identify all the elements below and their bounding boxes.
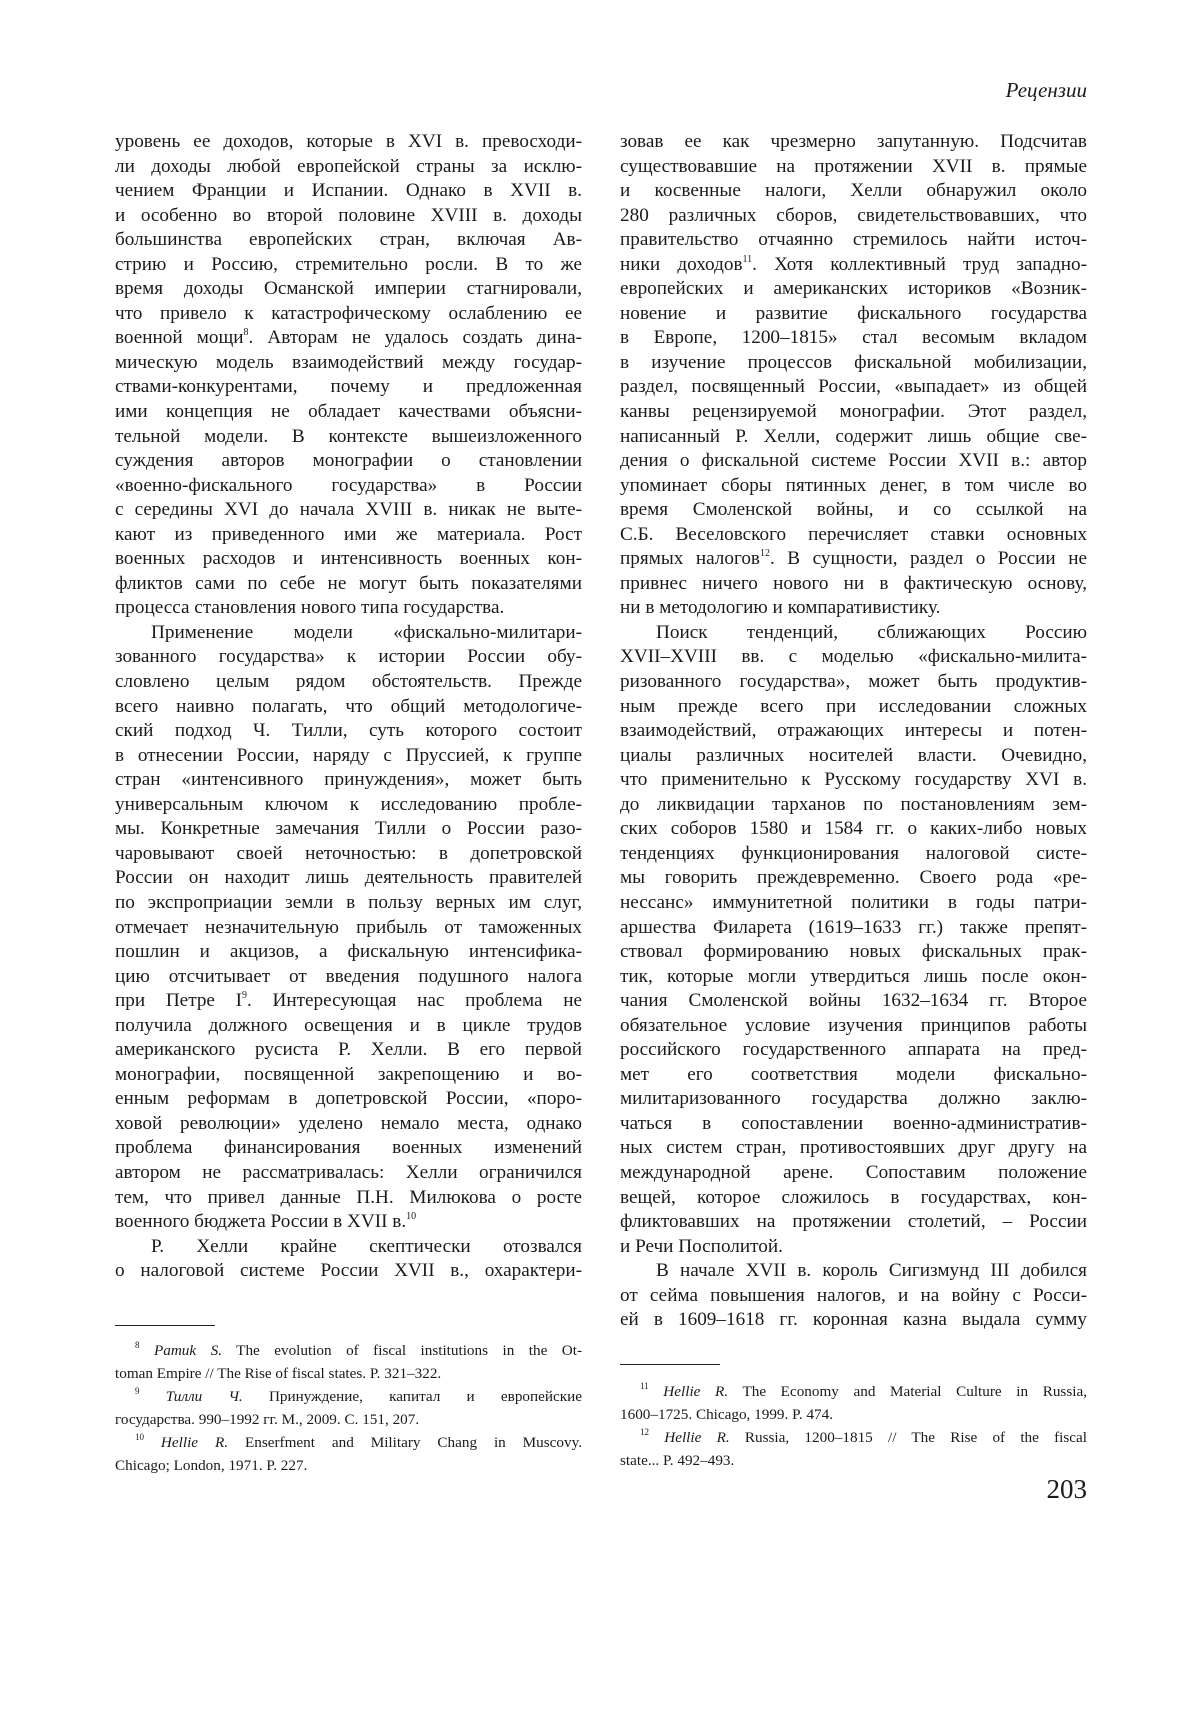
- text-line: универсальным ключом к исследованию пробле-: [115, 793, 582, 818]
- text-line: и особенно во второй половине XVIII в. доходы: [115, 204, 582, 229]
- text-line: ствами-конкурентами, почему и предложенная: [115, 375, 582, 400]
- author-name: Тилли Ч.: [166, 1388, 243, 1405]
- text-line: фликтов сами по себе не могут быть показателями: [115, 572, 582, 597]
- paragraph: [115, 130, 582, 621]
- paragraph: [115, 1235, 582, 1284]
- text-line: суждения авторов монографии о становлении: [115, 449, 582, 474]
- text-line: мы. Конкретные замечания Тилли о России разо-: [115, 817, 582, 842]
- text-line: раздел, посвященный России, «выпадает» из общей: [620, 375, 1087, 400]
- text-line: ризованного государства», может быть продуктив-: [620, 670, 1087, 695]
- footnote: [115, 1431, 582, 1477]
- text-line: вещей, которое сложилось в государствах, кон-: [620, 1186, 1087, 1211]
- author-name: Hellie R.: [161, 1434, 228, 1451]
- text-line: 12 Hellie R. Russia, 1200–1815 // The Rise of the fiscal: [620, 1426, 1087, 1449]
- footnote: [620, 1380, 1087, 1426]
- author-name: Hellie R.: [663, 1383, 728, 1400]
- text-line: стрию и Россию, стремительно росли. В то же: [115, 253, 582, 278]
- text-line: чаться в сопоставлении военно-административ-: [620, 1112, 1087, 1137]
- text-line: автором не рассматривалась: Хелли ограничился: [115, 1161, 582, 1186]
- page-number: 203: [1047, 1474, 1088, 1505]
- text-line: о налоговой системе России XVII в., охарактери-: [115, 1259, 582, 1284]
- footnote-ref[interactable]: 12: [640, 1427, 649, 1437]
- text-line: чаровывают своей неточностью: в допетровской: [115, 842, 582, 867]
- text-line: европейских и американских историков «Возник-: [620, 277, 1087, 302]
- text-line: от сейма повышения налогов, и на войну с Росси-: [620, 1284, 1087, 1309]
- text-line: ствовал формированию новых фискальных прак-: [620, 940, 1087, 965]
- text-line: при Петре I9. Интересующая нас проблема не: [115, 989, 582, 1014]
- text-line: по экспроприации земли в пользу верных им слуг,: [115, 891, 582, 916]
- text-line: написанный Р. Хелли, содержит лишь общие све-: [620, 425, 1087, 450]
- text-line: что привело к катастрофическому ослаблению ее: [115, 302, 582, 327]
- text-line: мет его соответствия модели фискально-: [620, 1063, 1087, 1088]
- text-line: ховой революции» уделено немало места, однако: [115, 1112, 582, 1137]
- paragraph: [620, 130, 1087, 621]
- text-line: ных систем стран, противостоявших друг другу на: [620, 1136, 1087, 1161]
- text-line: в изучение процессов фискальной мобилизации,: [620, 351, 1087, 376]
- text-line: XVII–XVIII вв. с моделью «фискально-милита-: [620, 645, 1087, 670]
- text-line: Р. Хелли крайне скептически отозвался: [115, 1235, 582, 1260]
- text-line: С.Б. Веселовского перечисляет ставки основных: [620, 523, 1087, 548]
- text-line: тик, которые могли утвердиться лишь после окон-: [620, 965, 1087, 990]
- text-line: большинства европейских стран, включая Ав-: [115, 228, 582, 253]
- text-line: 9 Тилли Ч. Принуждение, капитал и европейские: [115, 1385, 582, 1408]
- text-line: тельной модели. В контексте вышеизложенного: [115, 425, 582, 450]
- author-name: Pamuk S.: [154, 1342, 222, 1359]
- text-line: циалы различных носителей власти. Очевидно,: [620, 744, 1087, 769]
- footnote-ref[interactable]: 11: [743, 254, 753, 265]
- text-line: время Смоленской войны, и со ссылкой на: [620, 498, 1087, 523]
- footnote: [620, 1426, 1087, 1472]
- text-line: пошлин и акцизов, а фискальную интенсифика-: [115, 940, 582, 965]
- text-line: ни в методологию и компаративистику.: [620, 596, 1087, 621]
- footnote-ref[interactable]: 10: [135, 1432, 144, 1442]
- text-line: ей в 1609–1618 гг. коронная казна выдала сумму: [620, 1308, 1087, 1333]
- text-line: и Речи Посполитой.: [620, 1235, 1087, 1260]
- text-line: в Европе, 1200–1815» стал весомым вкладом: [620, 326, 1087, 351]
- text-line: В начале XVII в. король Сигизмунд III добился: [620, 1259, 1087, 1284]
- footnote-ref[interactable]: 9: [242, 990, 247, 1001]
- paragraph: [620, 621, 1087, 1259]
- footnote: [115, 1385, 582, 1431]
- left-column: [115, 130, 582, 1284]
- text-line: state... P. 492–493.: [620, 1449, 1087, 1472]
- text-line: мы говорить преждевременно. Своего рода «ре-: [620, 866, 1087, 891]
- footnote-ref[interactable]: 8: [135, 1340, 140, 1350]
- text-line: канвы рецензируемой монографии. Этот раздел,: [620, 400, 1087, 425]
- text-line: милитаризованного государства должно заклю-: [620, 1087, 1087, 1112]
- footnote: [115, 1339, 582, 1385]
- text-line: всего наивно полагать, что общий методологиче-: [115, 695, 582, 720]
- text-line: зовав ее как чрезмерно запутанную. Подсчитав: [620, 130, 1087, 155]
- text-line: привнес ничего нового ни в фактическую основу,: [620, 572, 1087, 597]
- text-line: стран «интенсивного принуждения», может быть: [115, 768, 582, 793]
- text-line: монографии, посвященной закрепощению и во-: [115, 1063, 582, 1088]
- text-line: государства. 990–1992 гг. М., 2009. С. 151, 207.: [115, 1408, 582, 1431]
- text-line: получила должного освещения и в цикле трудов: [115, 1014, 582, 1039]
- text-line: новение и развитие фискального государства: [620, 302, 1087, 327]
- text-line: в отнесении России, наряду с Пруссией, к группе: [115, 744, 582, 769]
- text-line: чением Франции и Испании. Однако в XVII в.: [115, 179, 582, 204]
- paragraph: [115, 621, 582, 1235]
- text-line: аршества Филарета (1619–1633 гг.) также препят-: [620, 916, 1087, 941]
- text-line: прямых налогов12. В сущности, раздел о России не: [620, 547, 1087, 572]
- footnote-ref[interactable]: 10: [406, 1211, 416, 1222]
- text-line: упоминает сборы пятинных денег, в том числе во: [620, 474, 1087, 499]
- text-line: обязательное условие изучения принципов работы: [620, 1014, 1087, 1039]
- text-line: ли доходы любой европейской страны за исклю-: [115, 155, 582, 180]
- text-line: 11 Hellie R. The Economy and Material Culture in Russia,: [620, 1380, 1087, 1403]
- text-line: проблема финансирования военных изменений: [115, 1136, 582, 1161]
- text-line: Chicago; London, 1971. P. 227.: [115, 1454, 582, 1477]
- text-line: чания Смоленской войны 1632–1634 гг. Второе: [620, 989, 1087, 1014]
- text-line: ими концепция не обладает качествами объясни-: [115, 400, 582, 425]
- running-header: Рецензии: [1006, 78, 1087, 103]
- text-line: отмечает незначительную прибыль от таможенных: [115, 916, 582, 941]
- text-line: тем, что привел данные П.Н. Милюкова о росте: [115, 1186, 582, 1211]
- text-line: военных расходов и интенсивность военных кон-: [115, 547, 582, 572]
- text-line: уровень ее доходов, которые в XVI в. превосходи-: [115, 130, 582, 155]
- text-line: тенденциях функционирования налоговой систе-: [620, 842, 1087, 867]
- text-line: и косвенные налоги, Хелли обнаружил около: [620, 179, 1087, 204]
- text-line: зованного государства» к истории России обу-: [115, 645, 582, 670]
- author-name: Hellie R.: [664, 1429, 729, 1446]
- text-line: нессанс» иммунитетной политики в годы патри-: [620, 891, 1087, 916]
- text-line: что применительно к Русскому государству XVI в.: [620, 768, 1087, 793]
- text-line: существовавшие на протяжении XVII в. прямые: [620, 155, 1087, 180]
- text-line: 10 Hellie R. Enserfment and Military Chang in Muscovy.: [115, 1431, 582, 1454]
- text-line: время доходы Османской империи стагнировали,: [115, 277, 582, 302]
- text-line: дения о фискальной системе России XVII в.: автор: [620, 449, 1087, 474]
- footnote-separator: [115, 1325, 215, 1326]
- footnotes-right: [620, 1380, 1087, 1472]
- text-line: словлено целым рядом обстоятельств. Прежде: [115, 670, 582, 695]
- text-line: ным прежде всего при исследовании сложных: [620, 695, 1087, 720]
- footnotes-left: [115, 1339, 582, 1477]
- text-line: военного бюджета России в XVII в.10: [115, 1210, 582, 1235]
- text-line: «военно-фискального государства» в России: [115, 474, 582, 499]
- text-line: 8 Pamuk S. The evolution of fiscal institutions in the Ot-: [115, 1339, 582, 1362]
- text-line: 280 различных сборов, свидетельствовавших, что: [620, 204, 1087, 229]
- text-line: Применение модели «фискально-милитари-: [115, 621, 582, 646]
- text-line: фликтовавших на протяжении столетий, – России: [620, 1210, 1087, 1235]
- text-line: взаимодействий, отражающих интересы и потен-: [620, 719, 1087, 744]
- footnote-ref[interactable]: 11: [640, 1381, 649, 1391]
- right-column: [620, 130, 1087, 1333]
- text-line: Поиск тенденций, сближающих Россию: [620, 621, 1087, 646]
- footnote-ref[interactable]: 9: [135, 1386, 140, 1396]
- text-line: мическую модель взаимодействий между государ-: [115, 351, 582, 376]
- text-line: правительство отчаянно стремилось найти источ-: [620, 228, 1087, 253]
- footnote-ref[interactable]: 12: [760, 548, 770, 559]
- text-line: ских соборов 1580 и 1584 гг. о каких-либо новых: [620, 817, 1087, 842]
- text-line: американского русиста Р. Хелли. В его первой: [115, 1038, 582, 1063]
- text-line: кают из приведенного ими же материала. Рост: [115, 523, 582, 548]
- text-line: 1600–1725. Chicago, 1999. P. 474.: [620, 1403, 1087, 1426]
- text-line: ский подход Ч. Тилли, суть которого состоит: [115, 719, 582, 744]
- paragraph: [620, 1259, 1087, 1333]
- footnote-ref[interactable]: 8: [244, 327, 249, 338]
- text-line: процесса становления нового типа государства.: [115, 596, 582, 621]
- text-line: до ликвидации тарханов по постановлениям зем-: [620, 793, 1087, 818]
- text-line: российского государственного аппарата на пред-: [620, 1038, 1087, 1063]
- text-line: с середины XVI до начала XVIII в. никак не выте-: [115, 498, 582, 523]
- text-line: военной мощи8. Авторам не удалось создать дина-: [115, 326, 582, 351]
- text-line: енным реформам в допетровской России, «поро-: [115, 1087, 582, 1112]
- text-line: цию отсчитывает от введения подушного налога: [115, 965, 582, 990]
- text-line: ники доходов11. Хотя коллективный труд западно-: [620, 253, 1087, 278]
- text-line: международной арене. Сопоставим положение: [620, 1161, 1087, 1186]
- footnote-separator: [620, 1364, 720, 1365]
- text-line: toman Empire // The Rise of fiscal states. P. 321–322.: [115, 1362, 582, 1385]
- text-line: России он находит лишь деятельность правителей: [115, 866, 582, 891]
